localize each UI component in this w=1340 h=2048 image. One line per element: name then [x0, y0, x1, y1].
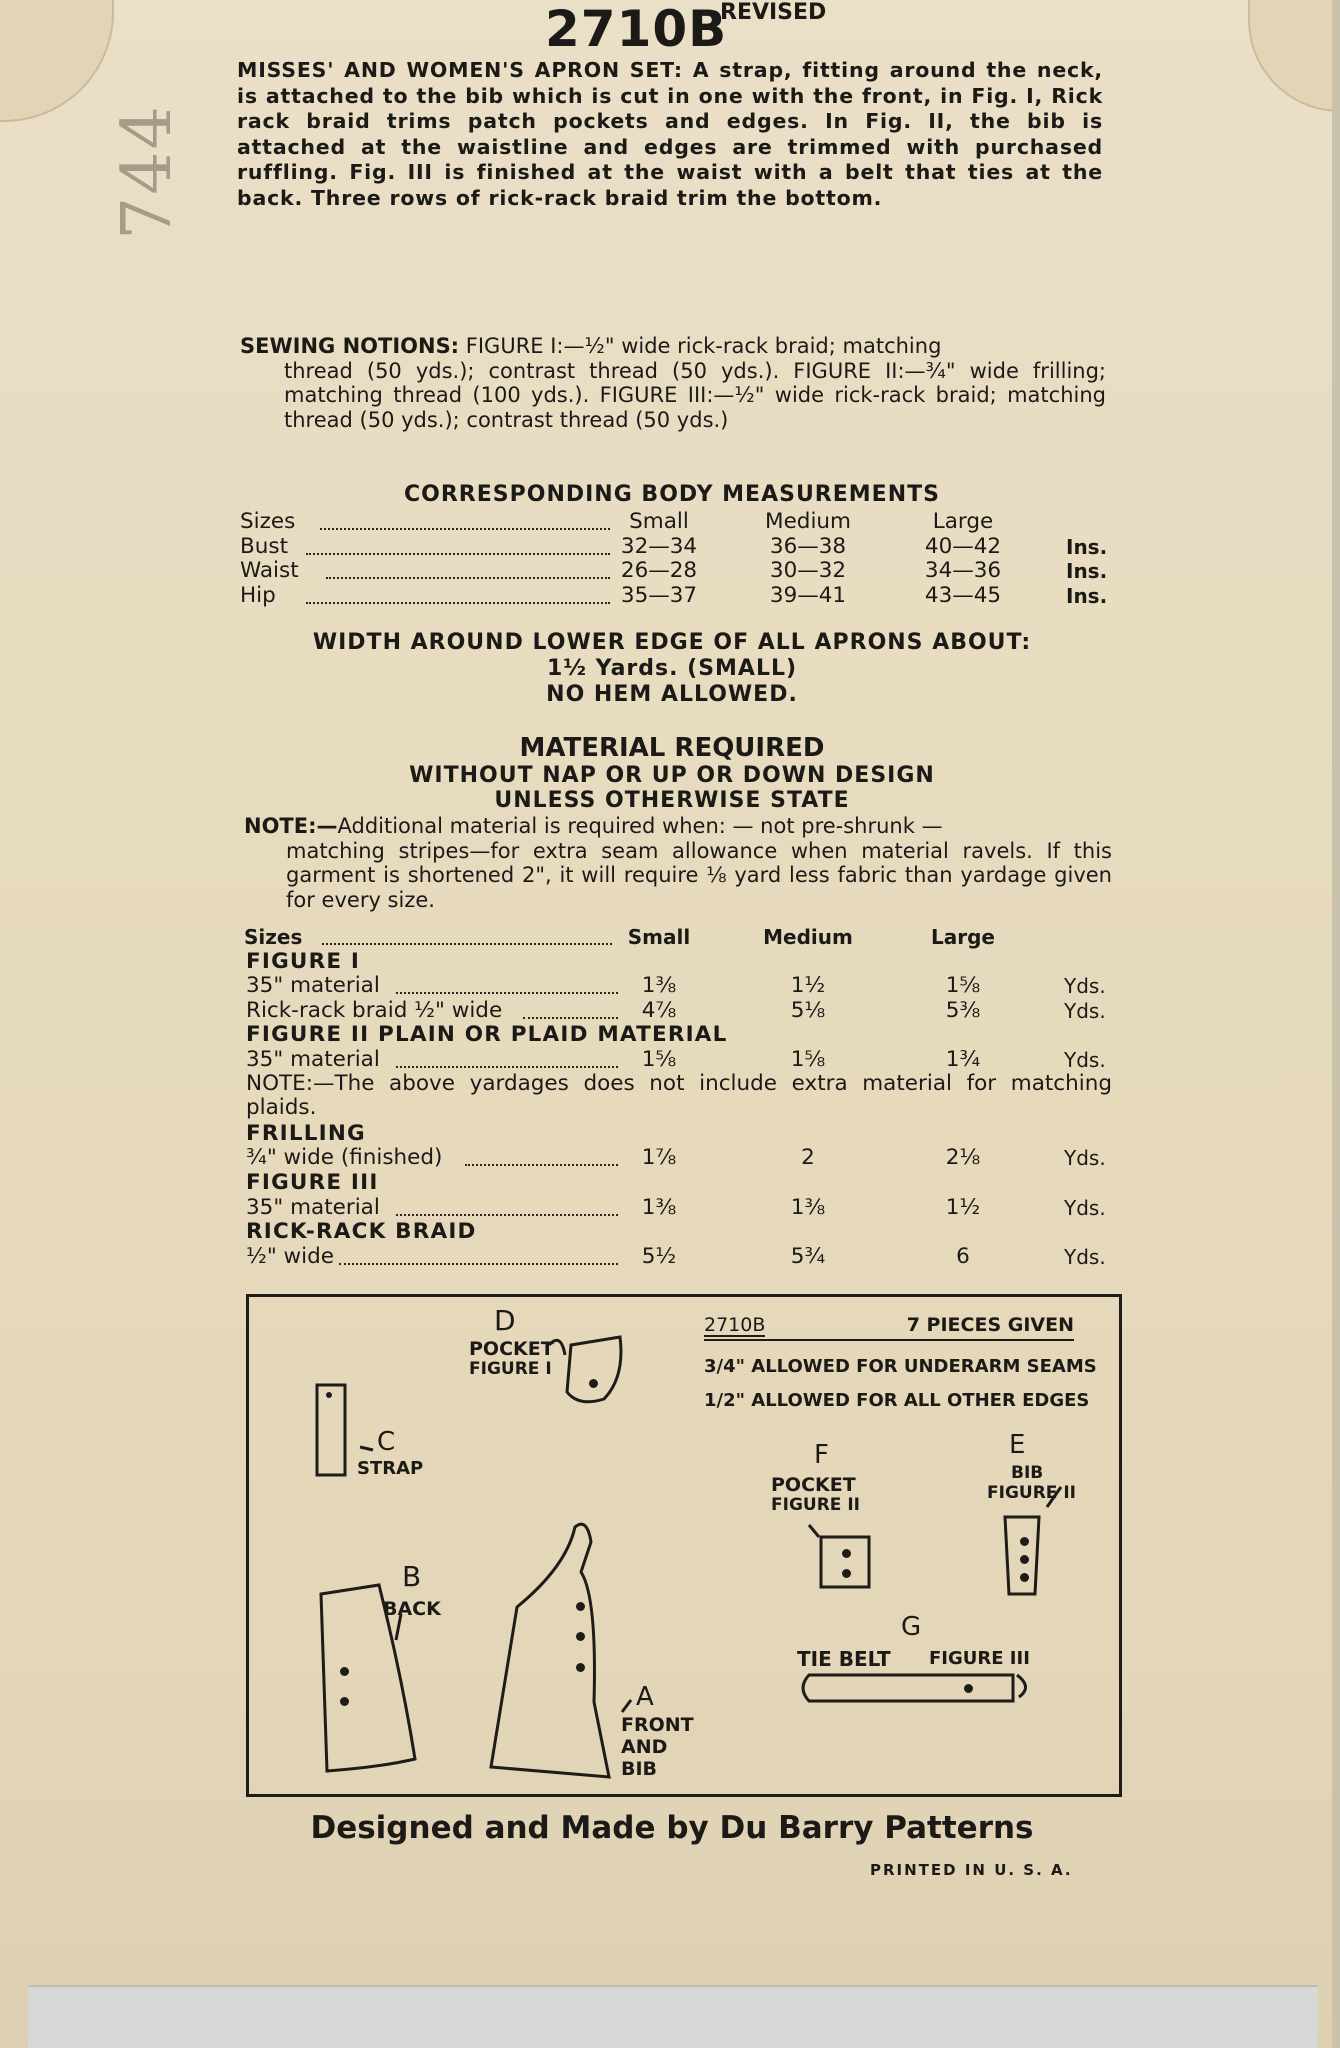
piece-c-name: STRAP	[357, 1458, 424, 1479]
material-heading: FIGURE I	[246, 948, 361, 974]
measurement-small: 26—28	[620, 558, 698, 583]
material-unit: Yds.	[1064, 1048, 1106, 1072]
belt-marking	[964, 1684, 973, 1693]
piece-a-front-outline	[491, 1524, 609, 1777]
measurement-medium: Medium	[765, 509, 851, 534]
notions-label: SEWING NOTIONS:	[240, 334, 460, 358]
material-large: 2⅛	[945, 1145, 981, 1171]
material-subtitle2: UNLESS OTHERWISE STATE	[494, 788, 850, 813]
material-large: 1½	[945, 1194, 981, 1220]
measurement-medium: 36—38	[769, 533, 847, 559]
material-small: 1⅝	[641, 1047, 677, 1072]
front-marking-3	[576, 1663, 585, 1672]
allowance-other: 1/2" ALLOWED FOR ALL OTHER EDGES	[704, 1390, 1090, 1411]
material-title: MATERIAL REQUIRED	[519, 733, 825, 763]
pattern-number: 2710B	[545, 0, 728, 58]
notions-rest: thread (50 yds.); contrast thread (50 yds.). FIGURE II:—¾" wide frilling; matching thread (100 yds.). FIGURE III:—½" wide rick-rack braid; matching thread (50 yds.); contrast thread (50 yds.)	[284, 358, 1106, 432]
piece-b-name: BACK	[383, 1598, 441, 1620]
material-medium: 5⅛	[790, 997, 826, 1023]
dotted-leader	[306, 553, 610, 555]
material-heading: FIGURE II PLAIN OR PLAID MATERIAL	[246, 1022, 728, 1048]
material-note-label: NOTE:—	[244, 814, 338, 838]
piece-f-letter: F	[814, 1440, 829, 1470]
material-small: 1⅞	[641, 1145, 677, 1171]
material-note	[244, 814, 1112, 912]
notions-line1: FIGURE I:—½" wide rick-rack braid; matching	[465, 334, 942, 358]
measurement-unit: Ins.	[1066, 534, 1108, 559]
piece-f-pointer	[809, 1525, 819, 1537]
pocket-d-marking	[589, 1379, 598, 1388]
envelope-edge	[1332, 0, 1340, 2048]
dotted-leader	[306, 602, 610, 604]
bib-e-marking-1	[1020, 1537, 1029, 1546]
piece-f-name: POCKET	[771, 1474, 856, 1496]
sewing-notions	[240, 334, 1106, 432]
dotted-leader	[320, 528, 610, 530]
front-marking-2	[576, 1632, 585, 1641]
handwritten-number: 744	[108, 104, 187, 240]
piece-g-belt-outline	[803, 1675, 1013, 1701]
body-measurements-title: CORRESPONDING BODY MEASUREMENTS	[404, 482, 940, 507]
dotted-leader	[396, 1066, 618, 1068]
front-marking-1	[576, 1602, 585, 1611]
piece-c-pointer	[360, 1447, 373, 1450]
piece-f-pocket-outline	[821, 1537, 869, 1587]
envelope-flap-right	[1248, 0, 1340, 112]
material-small: 1⅜	[641, 1194, 677, 1220]
measurement-medium: 39—41	[769, 582, 847, 608]
material-medium: 1½	[790, 973, 826, 999]
piece-c-strap-outline	[317, 1385, 345, 1475]
piece-g-pointer	[1017, 1675, 1026, 1697]
back-marking-2	[340, 1697, 349, 1706]
material-medium: 1⅜	[790, 1194, 826, 1220]
width-note-line2: 1½ Yards. (SMALL)	[546, 656, 798, 681]
material-note-plaids: NOTE:—The above yardages does not include extra material for matching plaids.	[246, 1070, 1112, 1121]
measurement-label: Bust	[240, 533, 289, 559]
width-note-line1: WIDTH AROUND LOWER EDGE OF ALL APRONS ABOUT:	[312, 630, 1032, 655]
measurement-label: Waist	[240, 558, 299, 583]
measurement-large: 40—42	[924, 533, 1002, 559]
material-small: 1⅜	[641, 973, 677, 999]
material-medium: 5¾	[790, 1243, 826, 1269]
material-large: 1¾	[945, 1047, 981, 1072]
material-unit: Yds.	[1064, 1146, 1106, 1171]
measurement-medium: 30—32	[769, 558, 847, 583]
piece-d-figure: FIGURE I	[469, 1359, 552, 1379]
bib-e-marking-2	[1020, 1555, 1029, 1564]
measurement-small: 35—37	[620, 582, 698, 608]
material-sizes-label: Sizes	[244, 925, 303, 949]
box-pattern-code: 2710B	[704, 1314, 766, 1336]
dotted-leader	[396, 992, 618, 994]
piece-a-name-3: BIB	[621, 1758, 658, 1780]
bib-e-marking-3	[1020, 1573, 1029, 1582]
material-heading: RICK-RACK BRAID	[246, 1219, 477, 1245]
piece-d-letter: D	[494, 1304, 516, 1337]
measurement-small: Small	[629, 509, 689, 534]
piece-a-name-2: AND	[621, 1736, 668, 1758]
width-note-line3: NO HEM ALLOWED.	[546, 682, 798, 707]
pieces-given: 7 PIECES GIVEN	[906, 1314, 1074, 1336]
piece-g-figure: FIGURE III	[929, 1648, 1030, 1669]
material-unit: Yds.	[1064, 974, 1106, 999]
allowance-underarm: 3/4" ALLOWED FOR UNDERARM SEAMS	[704, 1356, 1097, 1377]
material-item-label: ½" wide	[246, 1243, 334, 1269]
envelope-bottom-band	[28, 1985, 1318, 2048]
revised-label: REVISED	[720, 0, 827, 25]
measurement-large: Large	[932, 509, 994, 534]
material-large: 5⅜	[945, 997, 981, 1023]
dotted-leader	[396, 1214, 618, 1216]
material-medium: 1⅝	[790, 1047, 826, 1072]
piece-e-figure: FIGURE II	[987, 1483, 1076, 1503]
material-small: 4⅞	[641, 997, 677, 1023]
printed-in: PRINTED IN U. S. A.	[870, 1861, 1073, 1879]
piece-f-figure: FIGURE II	[771, 1495, 860, 1515]
piece-d-pocket-outline	[567, 1337, 621, 1402]
dotted-leader	[339, 1263, 619, 1265]
measurement-label: Hip	[240, 582, 276, 608]
material-item-label: ¾" wide (finished)	[246, 1145, 443, 1171]
pattern-description: MISSES' AND WOMEN'S APRON SET: A strap, fitting around the neck, is attached to the bib which is cut in one with the front, in Fig. I, Rick rack braid trims patch pockets and edges. In Fig. II, the bib is attached at the waistline and edges are trimmed with purchased ruffling. Fig. III is finished at the waist with a belt that ties at the back. Three rows of rick-rack braid trim the bottom.	[237, 58, 1103, 210]
material-unit: Yds.	[1064, 998, 1106, 1023]
piece-a-letter: A	[636, 1682, 654, 1712]
measurement-unit: Ins.	[1066, 559, 1108, 583]
designer-credit: Designed and Made by Du Barry Patterns	[310, 1810, 1034, 1846]
piece-g-letter: G	[901, 1612, 922, 1642]
strap-marking	[326, 1392, 332, 1398]
material-note-rest: matching stripes—for extra seam allowance when material ravels. If this garment is shortened 2", it will require ⅛ yard less fabric than yardage given for every size.	[286, 838, 1112, 912]
piece-e-name: BIB	[1011, 1463, 1044, 1483]
material-item-label: 35" material	[246, 1047, 380, 1072]
material-large: 6	[956, 1243, 970, 1269]
material-unit: Yds.	[1064, 1195, 1106, 1220]
piece-a-pointer	[622, 1700, 631, 1712]
material-heading: FRILLING	[246, 1120, 366, 1146]
material-size-medium: Medium	[763, 925, 853, 949]
piece-a-name-1: FRONT	[621, 1714, 694, 1736]
measurement-unit: Ins.	[1066, 583, 1108, 608]
material-large: 1⅝	[945, 973, 981, 999]
material-item-label: Rick-rack braid ½" wide	[246, 997, 503, 1023]
material-subtitle1: WITHOUT NAP OR UP OR DOWN DESIGN	[409, 763, 935, 788]
material-note-line1: Additional material is required when: — not pre-shrunk —	[337, 814, 943, 838]
material-heading: FIGURE III	[246, 1170, 379, 1195]
piece-g-name: TIE BELT	[797, 1647, 891, 1671]
dotted-leader	[326, 577, 610, 579]
envelope-flap-left	[0, 0, 114, 122]
material-medium: 2	[801, 1145, 815, 1171]
material-item-label: 35" material	[246, 973, 380, 999]
dotted-leader	[523, 1017, 619, 1019]
material-small: 5½	[641, 1243, 677, 1269]
pocket-f-marking-2	[842, 1569, 851, 1578]
measurement-large: 43—45	[924, 582, 1002, 608]
piece-b-letter: B	[402, 1560, 422, 1593]
material-size-small: Small	[627, 925, 691, 949]
piece-c-letter: C	[377, 1427, 396, 1457]
pocket-f-marking-1	[842, 1549, 851, 1558]
back-marking-1	[340, 1667, 349, 1676]
pattern-pieces-box	[246, 1294, 1122, 1797]
measurement-label: Sizes	[240, 509, 296, 534]
material-item-label: 35" material	[246, 1194, 380, 1220]
dotted-leader	[322, 943, 612, 945]
piece-e-letter: E	[1009, 1430, 1026, 1460]
measurement-large: 34—36	[924, 558, 1002, 583]
material-unit: Yds.	[1064, 1244, 1106, 1269]
material-size-large: Large	[931, 925, 995, 949]
measurement-small: 32—34	[620, 533, 698, 559]
dotted-leader	[465, 1164, 618, 1166]
piece-d-name: POCKET	[469, 1338, 554, 1360]
